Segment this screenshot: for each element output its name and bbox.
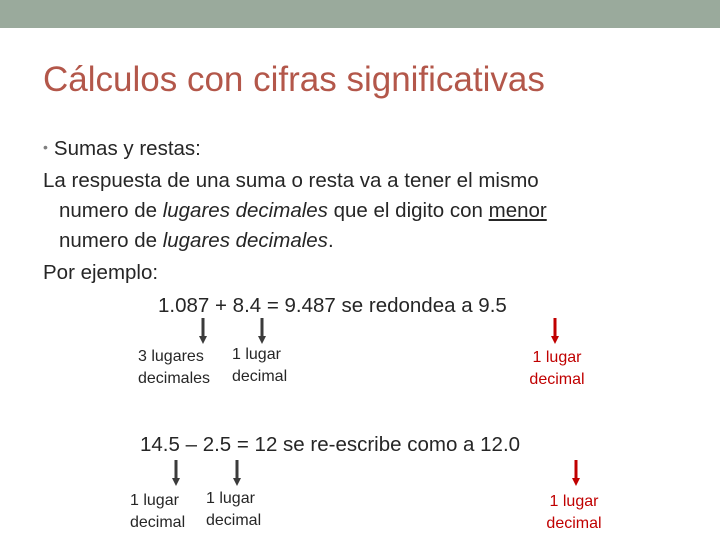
slide-title: Cálculos con cifras significativas [43, 60, 545, 99]
annotation-line: decimales [138, 370, 211, 387]
bullet-dot-icon: • [43, 139, 48, 155]
annotation-line: decimal [130, 514, 186, 531]
paragraph-text: que el digito con [327, 199, 489, 222]
paragraph-line-2 [43, 196, 547, 226]
annotation-line: decimal [206, 512, 262, 529]
example-2-annotation-a [130, 490, 185, 534]
annotation-line: decimal [529, 371, 585, 388]
paragraph-text: numero de [59, 199, 163, 222]
paragraph-text: . [327, 229, 334, 252]
example-1-annotation-b [232, 344, 287, 388]
annotation-line: 1 lugar [130, 492, 179, 509]
annotation-line: decimal [546, 515, 602, 532]
annotation-line: 1 lugar [206, 490, 255, 507]
top-band [0, 0, 720, 28]
annotation-line: 1 lugar [532, 349, 582, 366]
paragraph-line-1: La respuesta de una suma o resta va a tener el mismo [43, 169, 539, 192]
underlined-text: menor [488, 199, 547, 222]
paragraph-line-3 [43, 226, 334, 256]
annotation-line: 1 lugar [549, 493, 599, 510]
example-label: Por ejemplo: [43, 261, 159, 284]
emphasis-text: lugares decimales [162, 229, 328, 252]
annotation-line: decimal [232, 368, 288, 385]
example-1-equation: 1.087 + 8.4 = 9.487 se redondea a 9.5 [158, 294, 507, 317]
emphasis-text: lugares decimales [162, 199, 328, 222]
paragraph-text: numero de [59, 229, 163, 252]
bullet-heading-text: Sumas y restas: [53, 137, 201, 160]
example-2-annotation-result [541, 491, 607, 535]
annotation-line: 3 lugares [138, 348, 204, 365]
example-1-annotation-result [524, 347, 590, 391]
example-2-annotation-b [206, 488, 261, 532]
bullet-heading [43, 132, 201, 164]
example-2-equation: 14.5 – 2.5 = 12 se re-escribe como a 12.0 [140, 433, 521, 456]
annotation-line: 1 lugar [232, 346, 281, 363]
example-1-annotation-a [138, 346, 210, 390]
